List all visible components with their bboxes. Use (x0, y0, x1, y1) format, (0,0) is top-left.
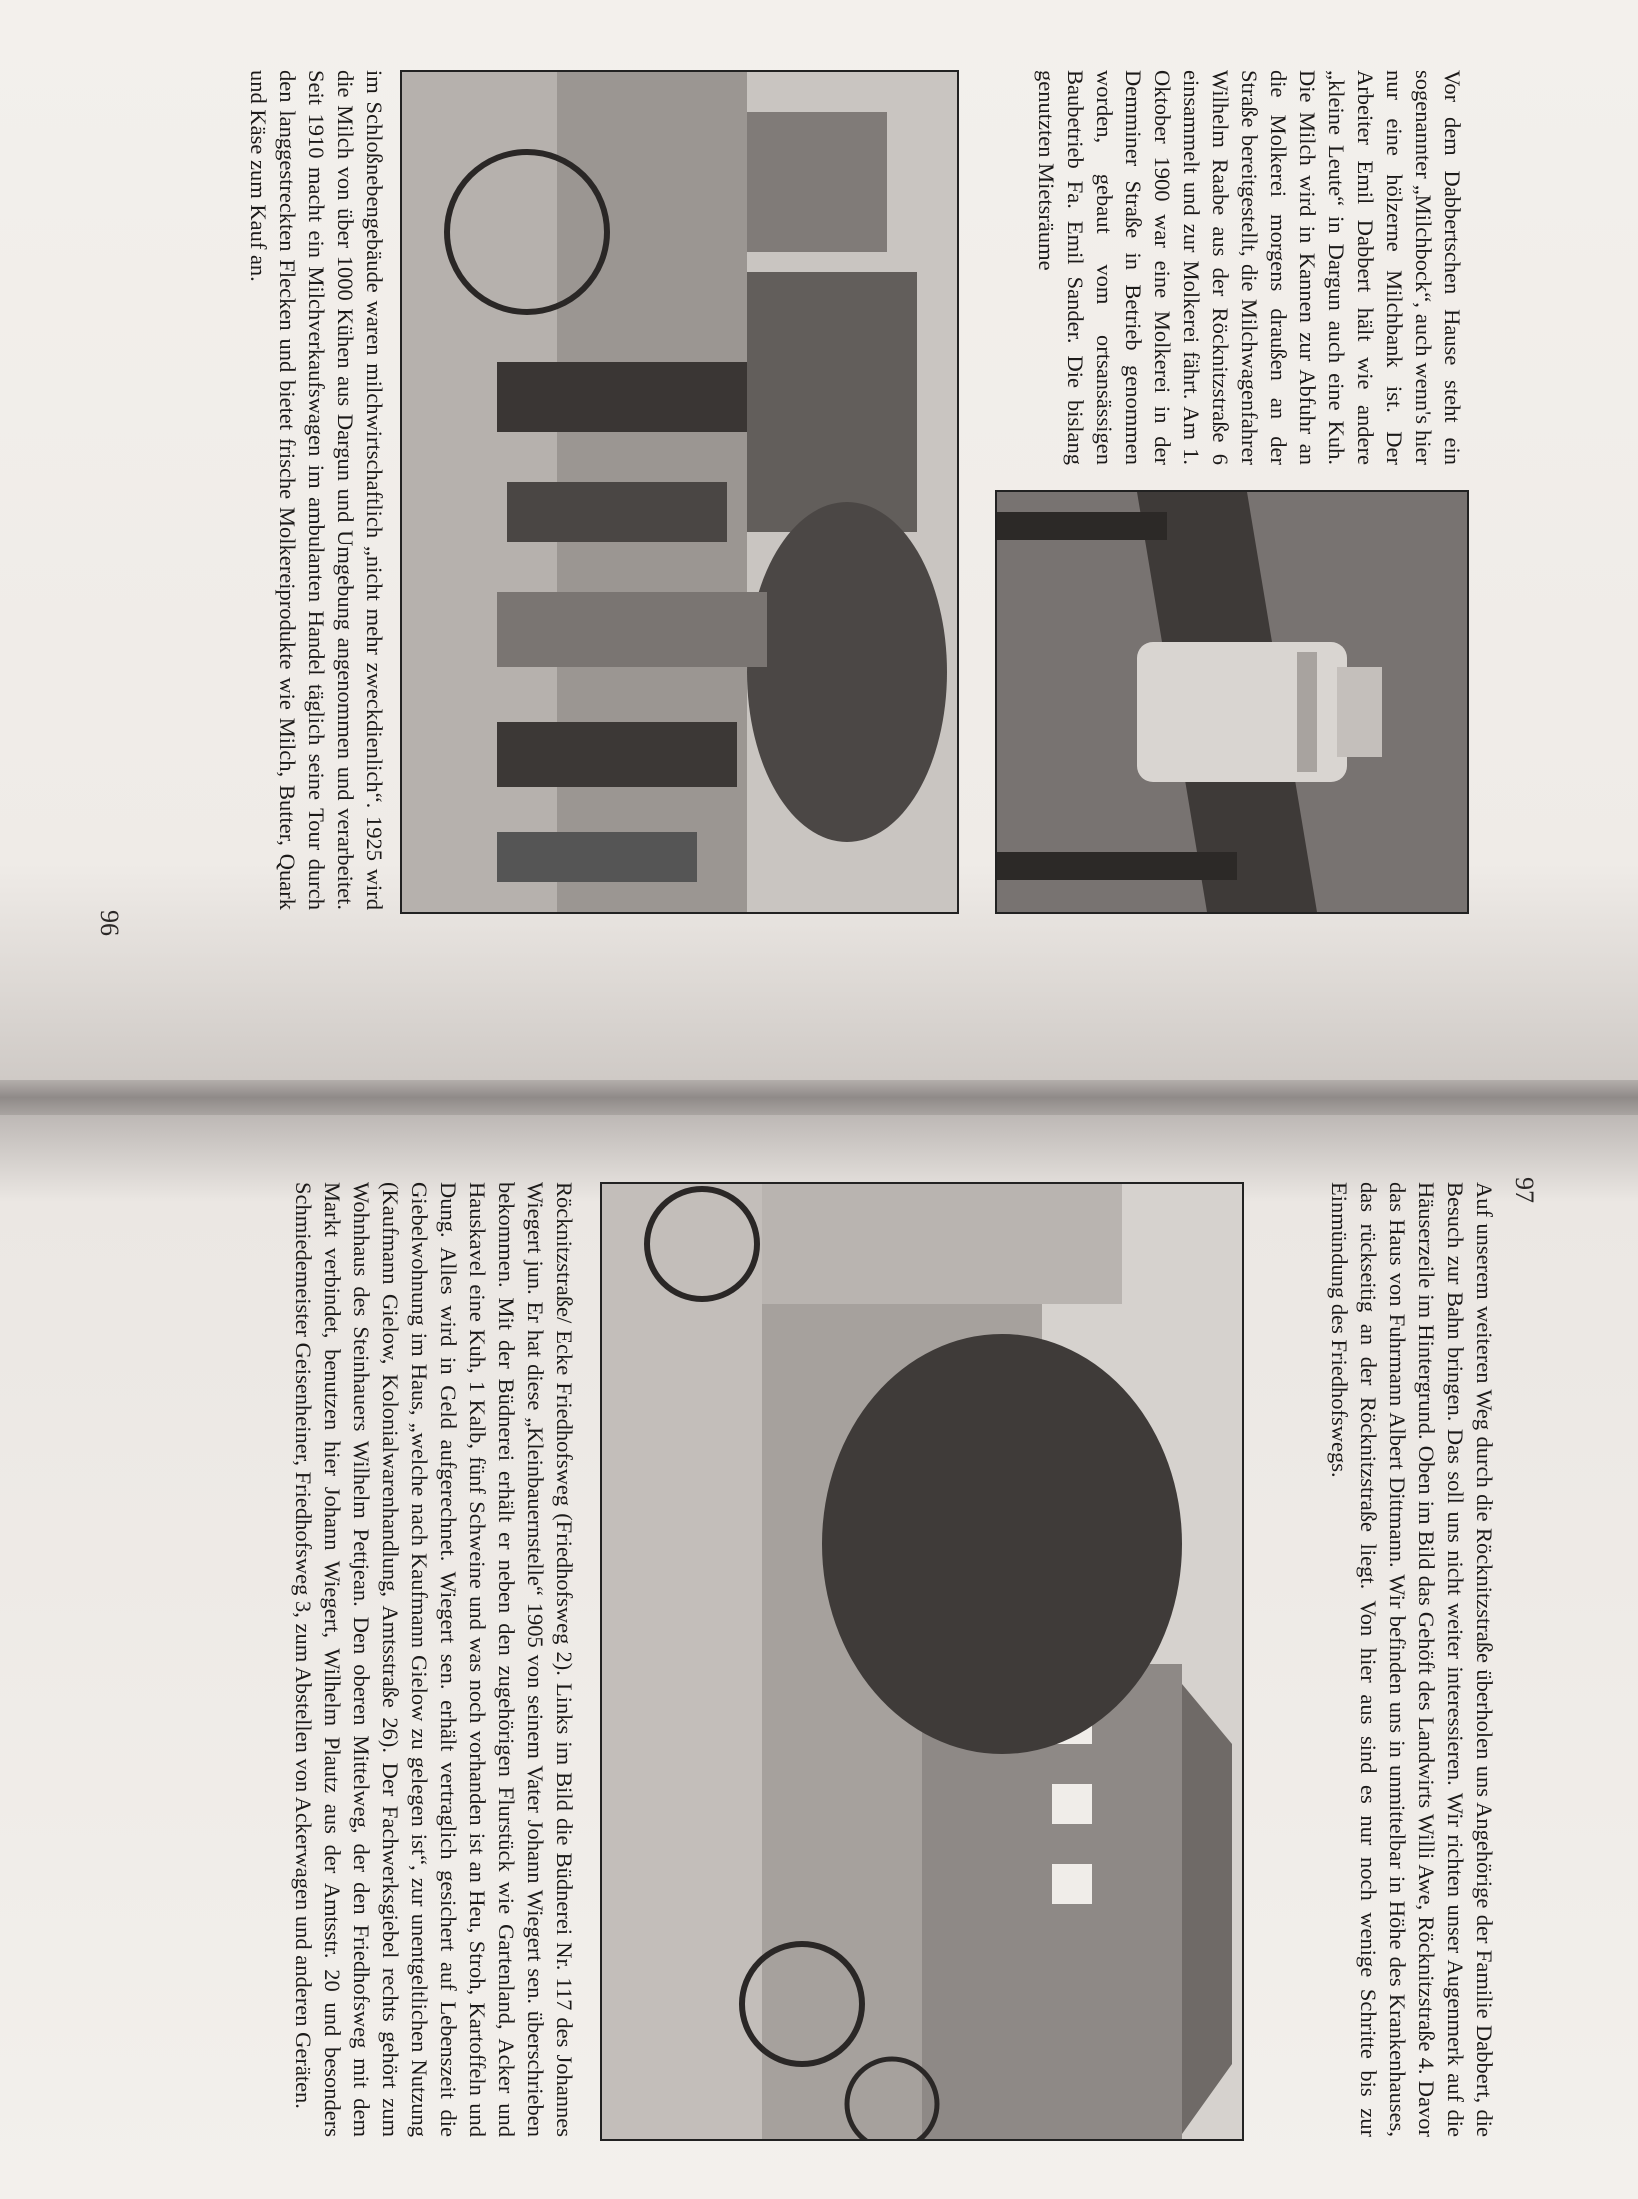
page-96 (0, 0, 1638, 1080)
page-97-content (59, 1157, 1579, 2157)
page-number-97: 97 (1510, 1177, 1539, 1203)
houses-carts-illustration (602, 1184, 1242, 2139)
paragraph-weiterer-weg: Auf unserem weiteren Weg durch die Röcknitzstraße überholen uns Angehörige der Familie Dabbert, die Besuch zur Bahn bringen. Das soll uns nicht weiter interessieren. Wir richten unser Augenmerk auf die Häuserzeile im Hintergrund. Oben im Bild das Gehöft des Landwirts Willi Awe, Röcknitzstraße 4. Davor das Haus von Fuhrmann Albert Dittmann. Wir befinden uns in unmittelbar in Höhe des Krankenhauses, das rückseitig an der Röcknitzstraße liegt. Von hier aus sind es nur noch wenige Schritte bis zur Einmündung des Friedhofswegs. (1327, 1182, 1497, 2137)
photo-houses-with-carts (600, 1182, 1244, 2141)
milk-can-illustration (997, 492, 1467, 912)
paragraph-milchbock: Vor dem Dabbertschen Hause steht ein sogenannter „Milchbock“, auch wenn's hier nur eine hölzerne Milchbank ist. Der Arbeiter Emil Dabbert hält wie andere „kleine Leute“ in Dargun auch eine Kuh. Die Milch wird in Kannen zur Abfuhr an die Molkerei morgens draußen an der Straße bereitgestellt, die Milchwagenfahrer Wilhelm Raabe aus der Röcknitzstraße 6 einsammelt und zur Molkerei fährt. Am 1. Oktober 1900 war eine Molkerei in der Demminer Straße in Betrieb genommen worden, gebaut vom ortsansässigen Baubetrieb Fa. Emil Sander. Die bislang genutzten Mietsräume (1034, 70, 1465, 465)
paragraph-buednerei: Röcknitzstraße/ Ecke Friedhofsweg (Friedhofsweg 2). Links im Bild die Büdnerei Nr. 117 des Johannes Wiegert jun. Er hat diese „Kleinbauernstelle“ 1905 von seinem Vater Johann Wiegert sen. überschrieben bekommen. Mit der Büdnerei erhält er neben den zugehörigen Flurstück wie Gartenland, Acker und Hauskavel eine Kuh, 1 Kalb, fünf Schweine und was noch vorhanden ist an Heu, Stroh, Kartoffeln und Dung. Alles wird in Geld aufgerechnet. Wiegert sen. erhält vertraglich gesichert auf Lebenszeit die Giebelwohnung im Haus, „welche nach Kaufmann Gielow zu gelegen ist“, zur unentgeltlichen Nutzung (Kaufmann Gielow, Kolonialwarenhandlung, Amtsstraße 26). Der Fachwerksgiebel rechts gehört zum Wohnhaus des Steinhauers Wilhelm Pettjean. Den oberen Mittelweg, der den Friedhofsweg mit dem Markt verbindet, benutzen hier Johann Wiegert, Wilhelm Plautz aus der Amtsstr. 20 und besonders Schmiedemeister Geisenheiner, Friedhofsweg 3, zum Abstellen von Ackerwagen und anderen Geräten. (291, 1182, 577, 2137)
photo-milk-can-on-bench (995, 490, 1469, 914)
street-scene-illustration (402, 72, 957, 912)
paragraph-schlossnebengebaeude: im Schloßnebengebäude waren milchwirtschaftlich „nicht mehr zweckdienlich“. 1925 wird die Milch von über 1000 Kühen aus Dargun und Umgebung angenommen und verarbeitet. Seit 1910 macht ein Milchverkaufswagen im ambulanten Handel täglich seine Tour durch den langgestreckten Flecken und bietet frische Molkereiprodukte wie Milch, Butter, Quark und Käse zum Kauf an. (246, 70, 387, 910)
photo-family-walking-with-bicycle (400, 70, 959, 914)
page-96-content (59, 30, 1579, 1050)
book-gutter (0, 1080, 1638, 1115)
page-number-96: 96 (95, 910, 124, 936)
page-97 (0, 1115, 1638, 2199)
